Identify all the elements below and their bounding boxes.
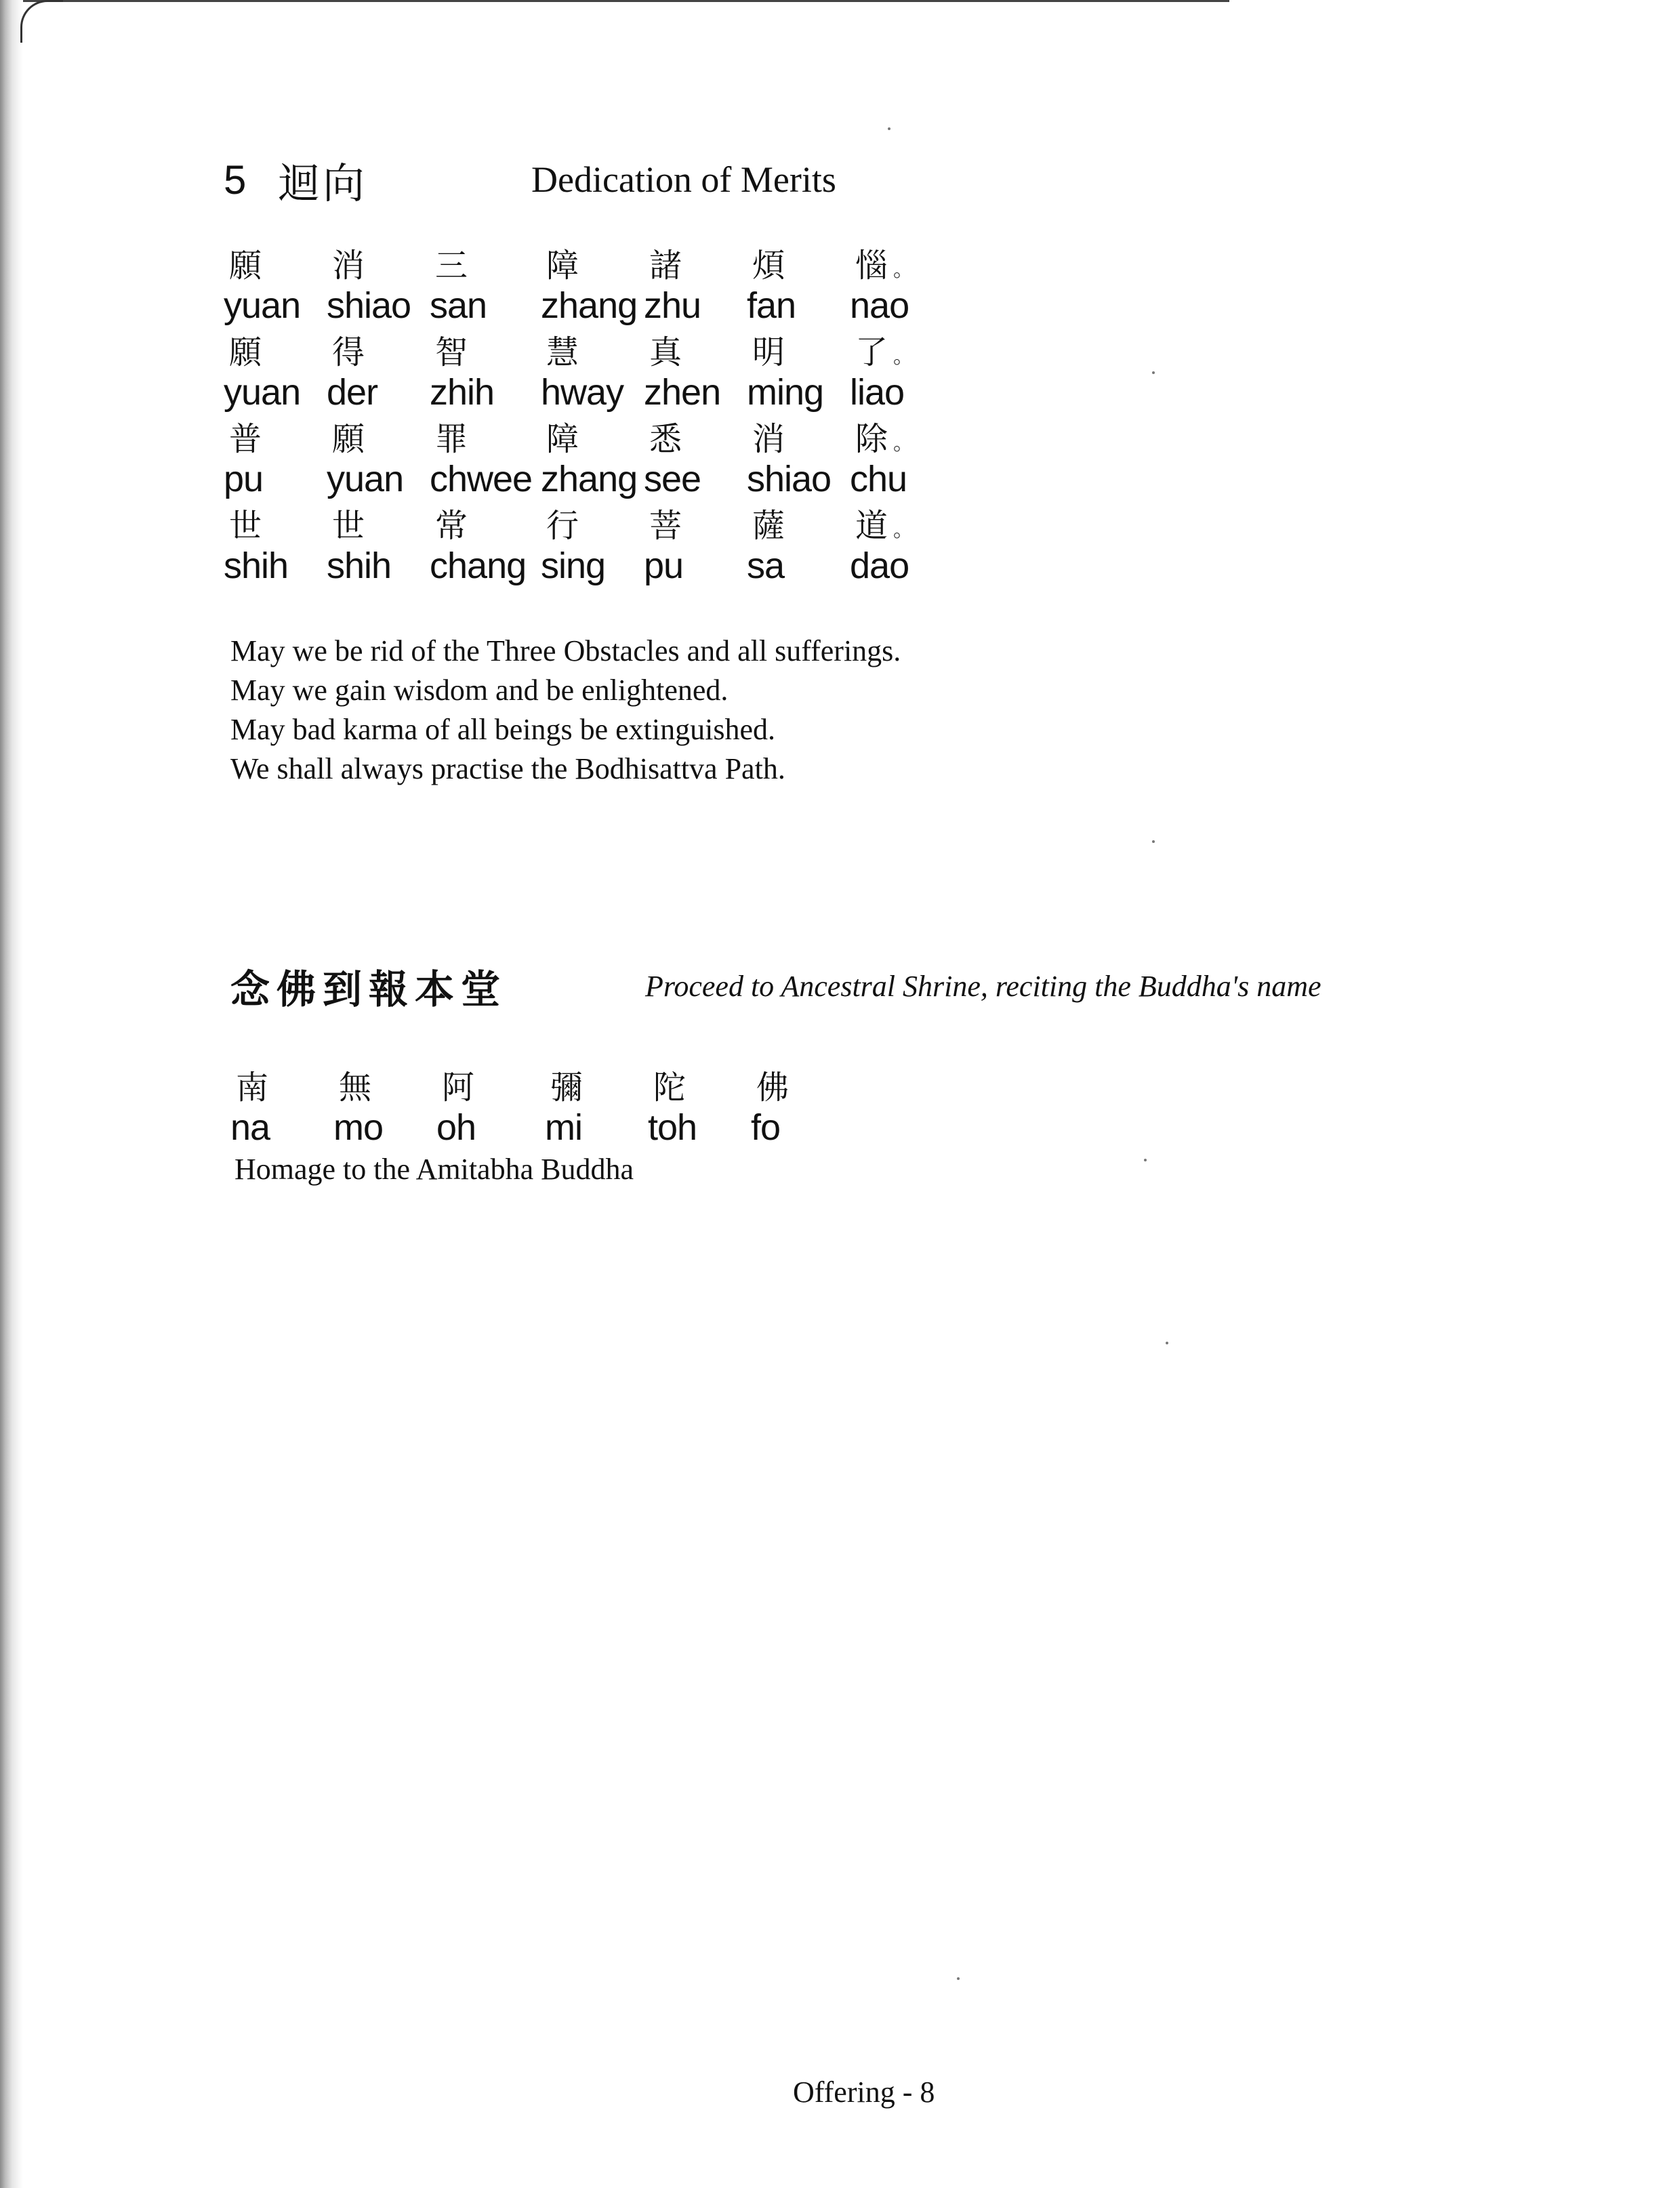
chant-character: 阿 (442, 1068, 475, 1107)
scan-speck (1152, 840, 1155, 843)
verse-pinyin: yuan (224, 285, 301, 326)
verse-pinyin: pu (644, 545, 684, 586)
verse-character-text: 惱 (855, 246, 888, 285)
verse-character-text: 行 (546, 506, 579, 545)
chant-character: 彌 (550, 1068, 583, 1107)
page-footer: Offering - 8 (793, 2076, 935, 2109)
verse-character (644, 326, 747, 373)
verse-character (430, 413, 541, 459)
verse-pinyin: zhu (644, 285, 701, 326)
verse-pinyin: san (430, 285, 487, 326)
section-title-chinese: 迴向 (278, 158, 368, 208)
chant-character: 佛 (756, 1068, 790, 1107)
verse-character (224, 326, 327, 373)
verse-pinyin: shih (327, 545, 392, 586)
chant-pinyin: na (230, 1107, 270, 1148)
verse-pinyin: see (644, 459, 701, 499)
verse-character (224, 413, 327, 459)
chant-character: 無 (339, 1068, 372, 1107)
verse-character-text: 障 (546, 246, 579, 285)
procession-heading (230, 955, 1450, 1016)
verse-character (224, 239, 327, 286)
verse-character (224, 499, 327, 546)
verse-pinyin: fan (747, 285, 796, 326)
scan-speck (888, 127, 890, 130)
verse-character (644, 239, 747, 286)
verse-character-text: 障 (546, 419, 579, 458)
scan-speck (1152, 371, 1155, 374)
verse-grid (224, 241, 953, 587)
verse-end-mark: 。 (893, 518, 914, 542)
verse-character (850, 413, 953, 459)
procession-heading-chinese: 念佛到報本堂 (230, 966, 508, 1012)
verse-character (850, 239, 953, 286)
verse-pinyin: dao (850, 545, 909, 586)
verse-pinyin: zhen (644, 372, 721, 413)
verse-character-text: 世 (229, 506, 262, 545)
verse-pinyin: shiao (747, 459, 832, 499)
verse-character (747, 499, 850, 546)
verse-character-text: 慧 (546, 333, 579, 371)
verse-pinyin: liao (850, 372, 905, 413)
verse-character-text: 道 (855, 506, 888, 545)
section-heading (224, 149, 1240, 210)
verse-character (541, 413, 644, 459)
chant-pinyin: mo (333, 1107, 384, 1148)
verse-character-text: 三 (435, 246, 468, 285)
verse-pinyin: pu (224, 459, 264, 499)
verse-character-text: 願 (229, 333, 262, 371)
verse-character-text: 明 (752, 333, 785, 371)
verse-pinyin: chang (430, 545, 527, 586)
verse-pinyin: sa (747, 545, 785, 586)
chant-grid (230, 1062, 854, 1149)
verse-character-text: 願 (332, 419, 365, 458)
verse-character (541, 326, 644, 373)
verse-character-text: 除 (855, 419, 888, 458)
procession-heading-english: Proceed to Ancestral Shrine, reciting the Buddha's name (645, 969, 1322, 1003)
verse-translation (230, 632, 901, 789)
verse-character-text: 消 (752, 419, 785, 458)
verse-character (747, 326, 850, 373)
verse-character-text: 普 (229, 419, 262, 458)
verse-end-mark: 。 (893, 344, 914, 369)
translation-line: May we be rid of the Three Obstacles and all sufferings. (230, 634, 901, 667)
verse-character (541, 239, 644, 286)
verse-character (747, 413, 850, 459)
verse-pinyin: shiao (327, 285, 411, 326)
chant-pinyin: oh (436, 1107, 476, 1148)
verse-character-text: 煩 (752, 246, 785, 285)
scan-page-corner (20, 0, 63, 43)
verse-character (430, 499, 541, 546)
verse-character-text: 智 (435, 333, 468, 371)
scan-speck (1144, 1159, 1147, 1161)
verse-character (644, 499, 747, 546)
verse-character-text: 得 (332, 333, 365, 371)
scan-speck (957, 1977, 960, 1980)
verse-character (541, 499, 644, 546)
verse-character-text: 菩 (649, 506, 682, 545)
verse-end-mark: 。 (893, 257, 914, 282)
verse-character (850, 499, 953, 546)
verse-character-text: 消 (332, 246, 365, 285)
translation-line: We shall always practise the Bodhisattva Path. (230, 752, 785, 785)
chant-pinyin: mi (545, 1107, 582, 1148)
verse-pinyin: shih (224, 545, 289, 586)
translation-line: May we gain wisdom and be enlightened. (230, 674, 729, 707)
section-number: 5 (224, 157, 247, 203)
verse-character-text: 願 (229, 246, 262, 285)
scan-edge-shadow (0, 0, 23, 2188)
chant-pinyin: toh (648, 1107, 697, 1148)
verse-pinyin: sing (541, 545, 606, 586)
chant-pinyin: fo (751, 1107, 781, 1148)
verse-character-text: 了 (855, 333, 888, 371)
verse-character (850, 326, 953, 373)
verse-pinyin: nao (850, 285, 909, 326)
scan-speck (1166, 1342, 1168, 1344)
verse-pinyin: der (327, 372, 378, 413)
verse-character (644, 413, 747, 459)
verse-pinyin: yuan (327, 459, 404, 499)
verse-character-text: 常 (435, 506, 468, 545)
verse-character-text: 罪 (435, 419, 468, 458)
translation-line: May bad karma of all beings be extinguished. (230, 713, 776, 746)
verse-character (327, 499, 430, 546)
chant-character: 陀 (653, 1068, 687, 1107)
verse-character-text: 諸 (649, 246, 682, 285)
verse-pinyin: zhih (430, 372, 495, 413)
verse-character-text: 薩 (752, 506, 785, 545)
verse-pinyin: zhang (541, 459, 638, 499)
verse-character-text: 世 (332, 506, 365, 545)
verse-pinyin: chwee (430, 459, 533, 499)
chant-character: 南 (236, 1068, 269, 1107)
verse-pinyin: yuan (224, 372, 301, 413)
verse-character (327, 326, 430, 373)
chant-translation: Homage to the Amitabha Buddha (234, 1153, 634, 1186)
verse-character (327, 239, 430, 286)
verse-character (327, 413, 430, 459)
verse-end-mark: 。 (893, 431, 914, 455)
section-title-english: Dedication of Merits (531, 159, 836, 200)
scan-top-edge (23, 0, 1229, 6)
verse-character-text: 真 (649, 333, 682, 371)
verse-pinyin: ming (747, 372, 824, 413)
verse-pinyin: hway (541, 372, 624, 413)
verse-character (747, 239, 850, 286)
verse-character (430, 326, 541, 373)
verse-pinyin: zhang (541, 285, 638, 326)
verse-pinyin: chu (850, 459, 907, 499)
verse-character-text: 悉 (649, 419, 682, 458)
verse-character (430, 239, 541, 286)
